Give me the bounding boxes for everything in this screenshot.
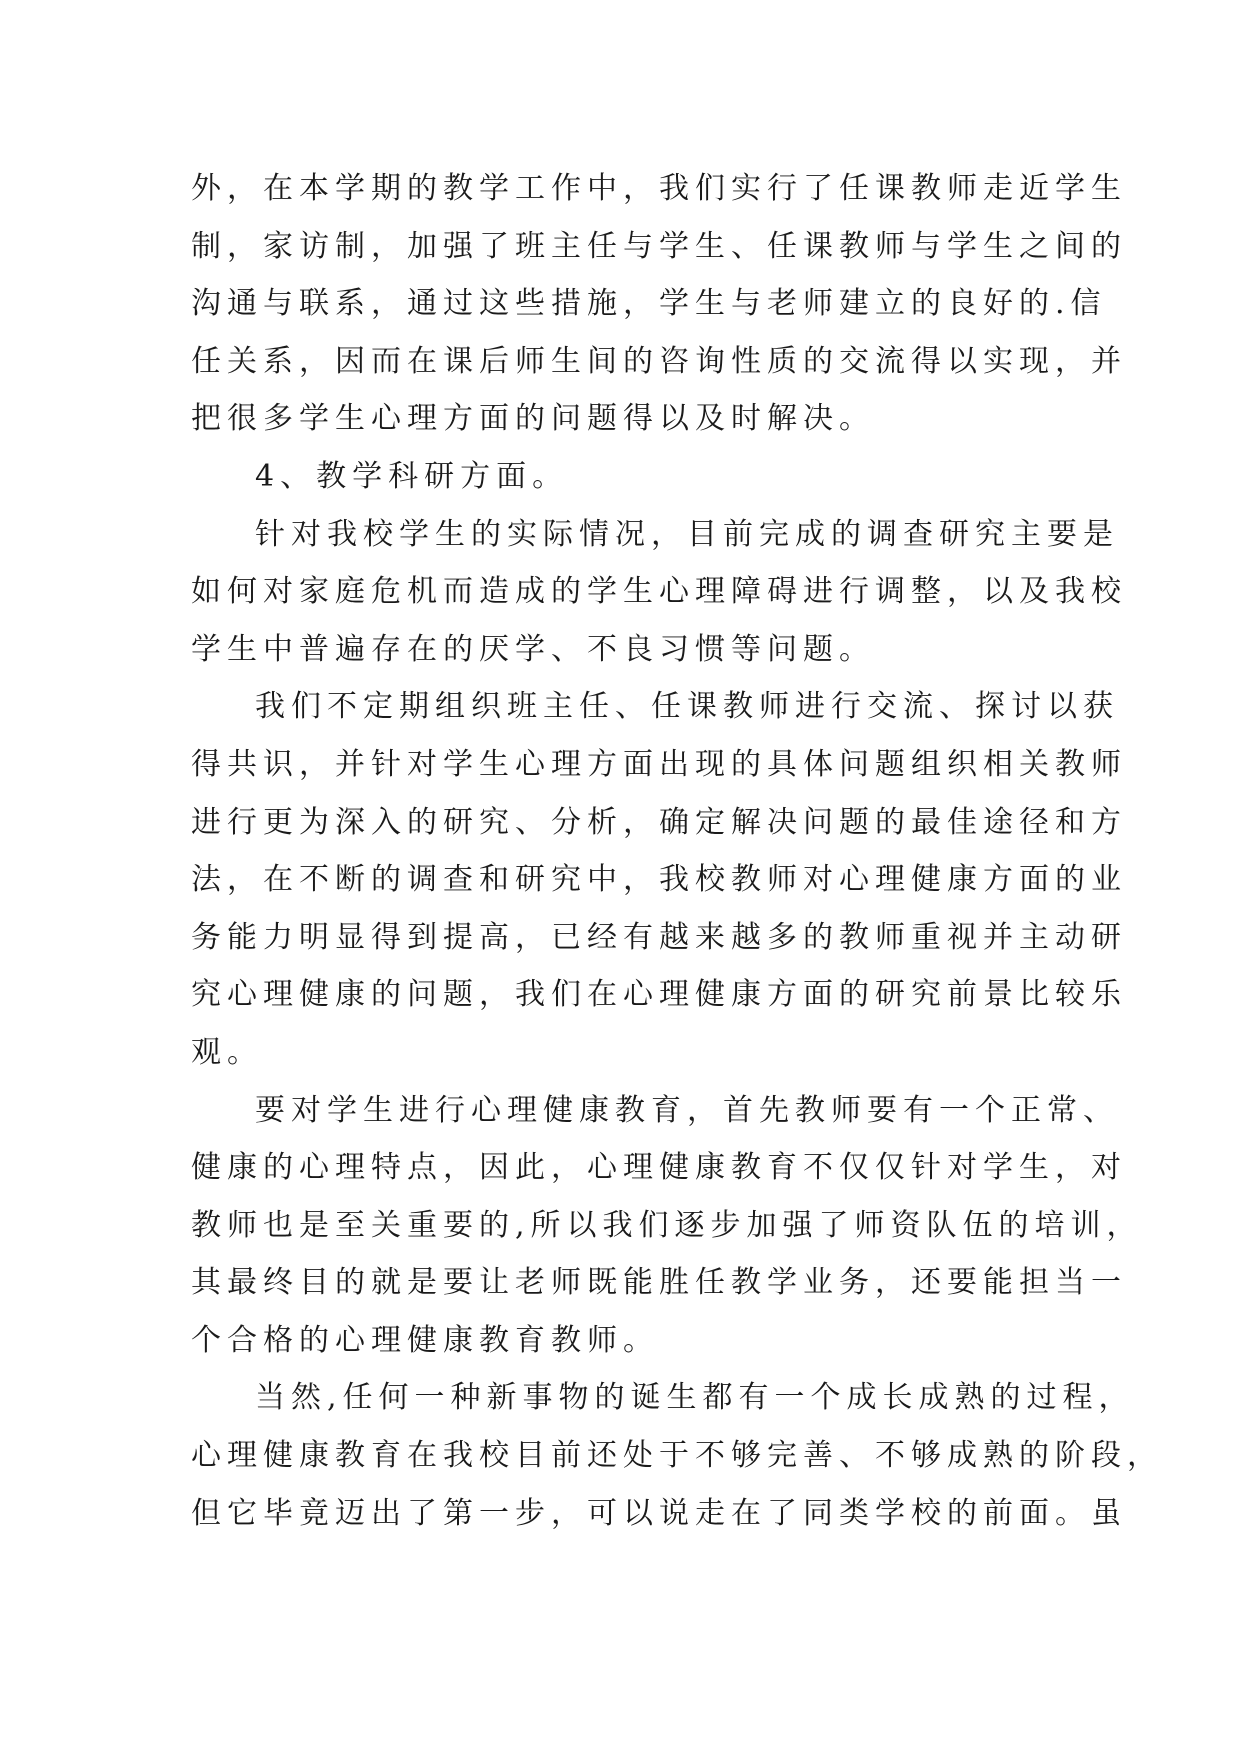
text-line: 教师也是至关重要的,所以我们逐步加强了师资队伍的培训， — [191, 1207, 1143, 1243]
text-line: 如何对家庭危机而造成的学生心理障碍进行调整，以及我校 — [191, 574, 1127, 610]
text-line: 把很多学生心理方面的问题得以及时解决。 — [191, 401, 875, 437]
text-line: 4、教学科研方面。 — [255, 458, 569, 494]
text-line: 健康的心理特点，因此，心理健康教育不仅仅针对学生，对 — [191, 1150, 1127, 1186]
text-line: 究心理健康的问题，我们在心理健康方面的研究前景比较乐 — [191, 977, 1127, 1013]
text-line: 沟通与联系，通过这些措施，学生与老师建立的良好的.信 — [191, 286, 1107, 322]
text-line: 制，家访制，加强了班主任与学生、任课教师与学生之间的 — [191, 228, 1127, 264]
text-line: 要对学生进行心理健康教育，首先教师要有一个正常、 — [255, 1092, 1119, 1128]
text-line: 学生中普遍存在的厌学、不良习惯等问题。 — [191, 631, 875, 667]
text-line: 法，在不断的调查和研究中，我校教师对心理健康方面的业 — [191, 862, 1127, 898]
text-line: 我们不定期组织班主任、任课教师进行交流、探讨以获 — [255, 689, 1119, 725]
text-line: 心理健康教育在我校目前还处于不够完善、不够成熟的阶段， — [191, 1438, 1163, 1474]
text-line: 任关系，因而在课后师生间的咨询性质的交流得以实现，并 — [191, 343, 1127, 379]
text-line: 务能力明显得到提高，已经有越来越多的教师重视并主动研 — [191, 919, 1127, 955]
text-line: 但它毕竟迈出了第一步，可以说走在了同类学校的前面。虽 — [191, 1495, 1127, 1531]
text-line: 当然,任何一种新事物的诞生都有一个成长成熟的过程， — [255, 1380, 1135, 1416]
text-line: 观。 — [191, 1034, 263, 1070]
text-line: 个合格的心理健康教育教师。 — [191, 1322, 659, 1358]
text-line: 得共识，并针对学生心理方面出现的具体问题组织相关教师 — [191, 746, 1127, 782]
body-text — [191, 160, 1163, 1542]
text-line: 进行更为深入的研究、分析，确定解决问题的最佳途径和方 — [191, 804, 1127, 840]
text-line: 针对我校学生的实际情况，目前完成的调查研究主要是 — [255, 516, 1119, 552]
text-line: 其最终目的就是要让老师既能胜任教学业务，还要能担当一 — [191, 1265, 1127, 1301]
text-line: 外，在本学期的教学工作中，我们实行了任课教师走近学生 — [191, 171, 1127, 206]
